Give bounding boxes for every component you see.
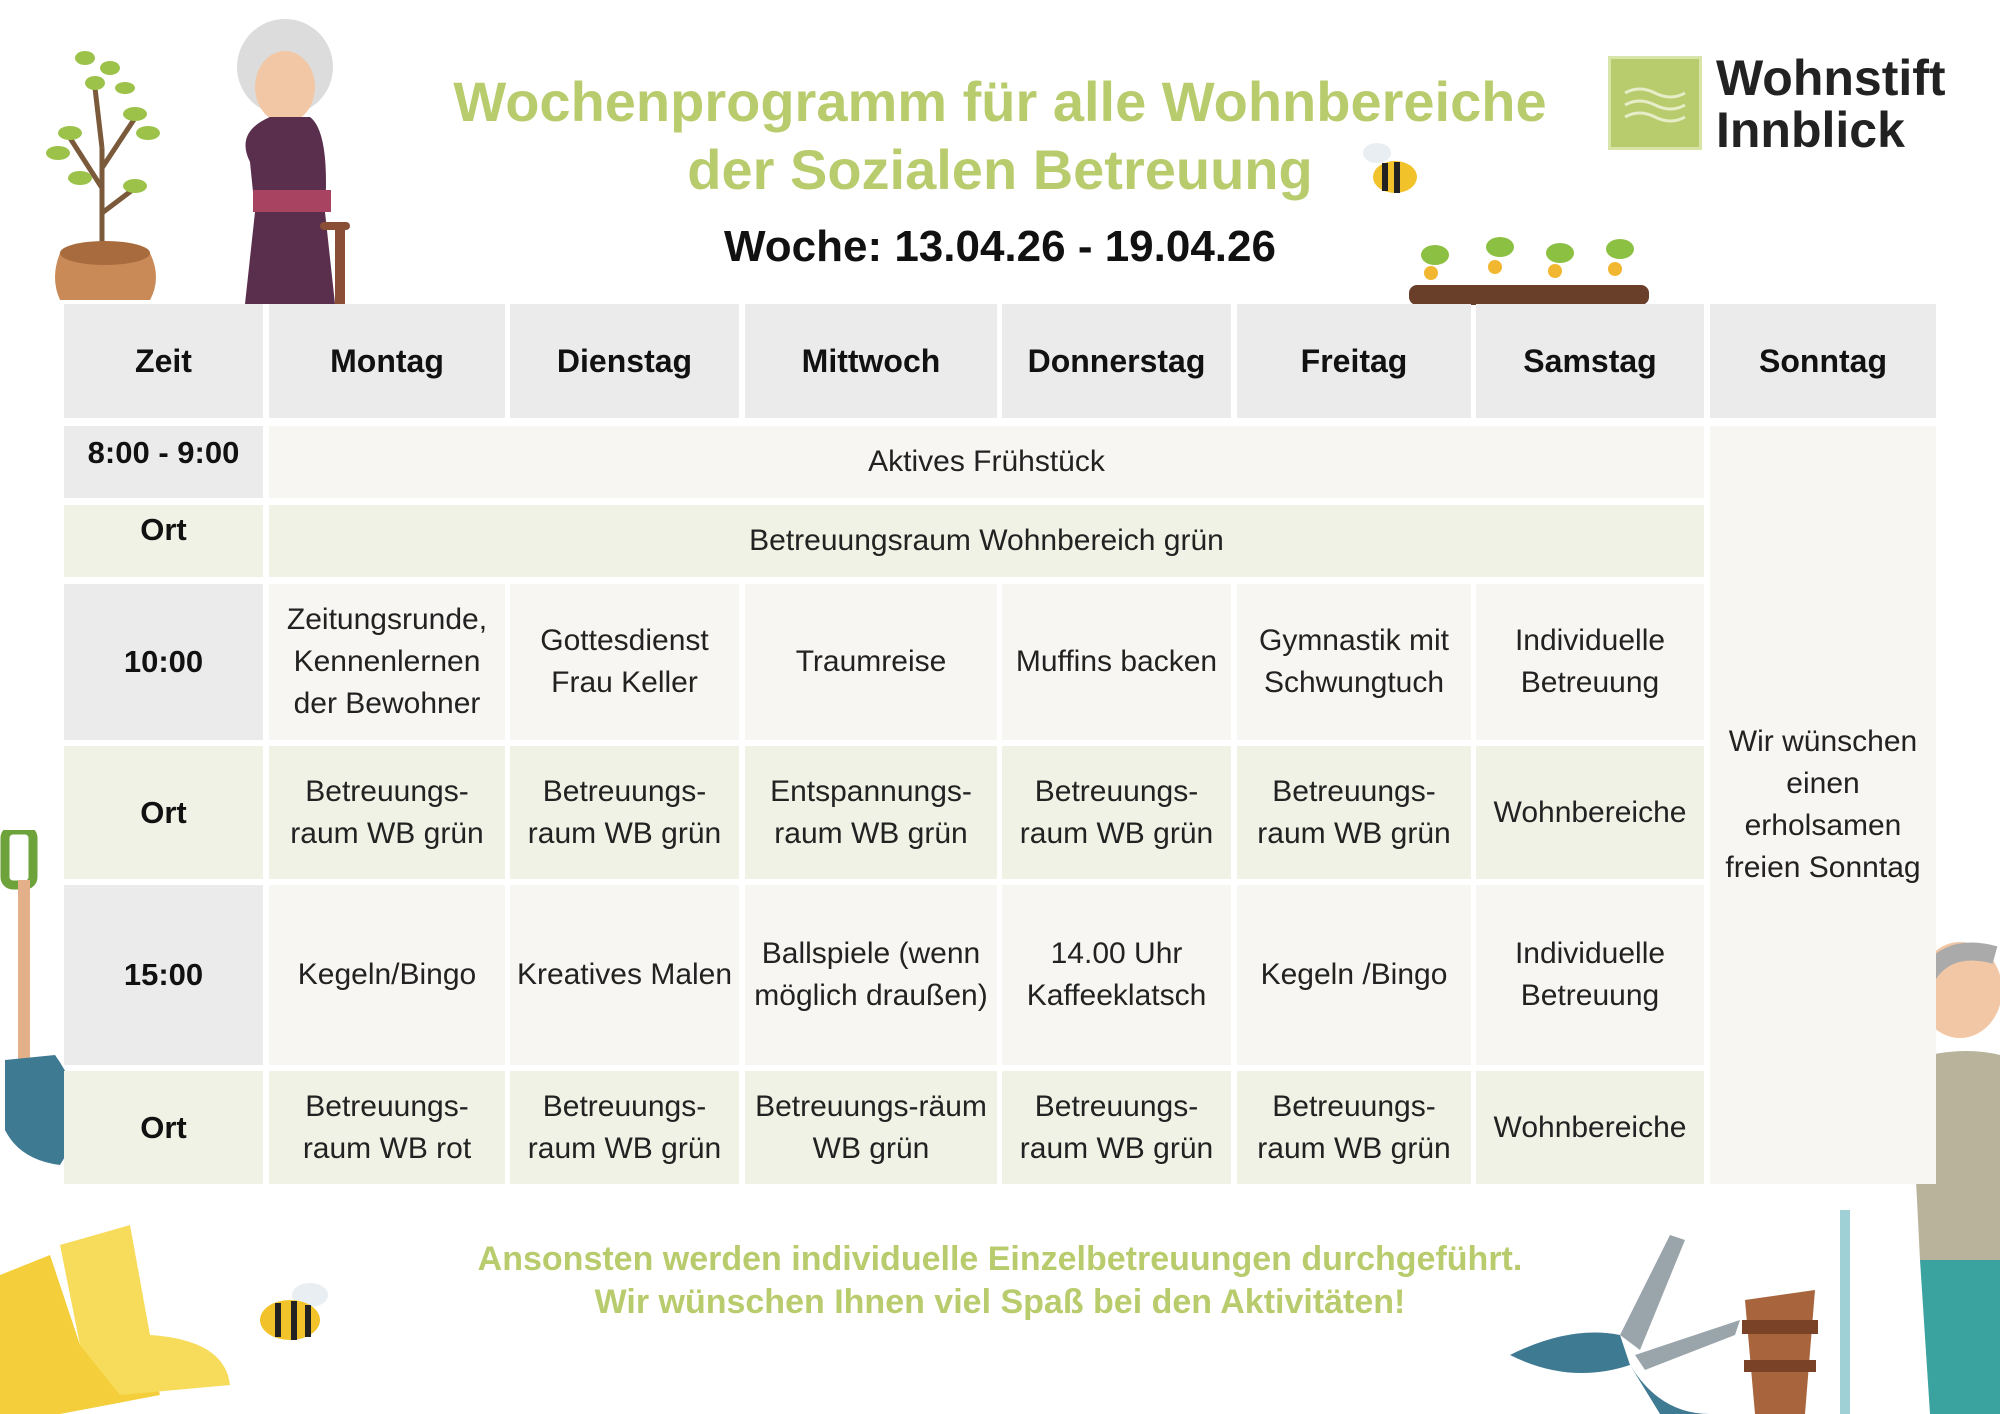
rubber-boots-illustration <box>0 1225 240 1414</box>
header-freitag: Freitag <box>1237 304 1471 418</box>
activity-15-donnerstag: 14.00 Uhr Kaffeeklatsch <box>1002 885 1231 1065</box>
breakfast-activity: Aktives Frühstück <box>269 426 1704 498</box>
header-montag: Montag <box>269 304 505 418</box>
schedule-table <box>64 304 1936 1184</box>
logo-line-1: Wohnstift <box>1716 50 1946 106</box>
logo-line-2: Innblick <box>1716 102 1905 158</box>
breakfast-place: Betreuungsraum Wohnbereich grün <box>269 505 1704 577</box>
potted-tree-illustration <box>40 28 170 304</box>
time-breakfast: 8:00 - 9:00 <box>64 426 263 498</box>
header-zeit: Zeit <box>64 304 263 418</box>
elderly-woman-illustration <box>175 12 375 304</box>
logo-icon <box>1608 56 1702 150</box>
footer-line-1: Ansonsten werden individuelle Einzelbetreuungen durchgeführt. <box>477 1240 1523 1278</box>
place-10-samstag: Wohnbereiche <box>1476 746 1704 879</box>
place-15-mittwoch: Betreuungs-räum WB grün <box>745 1071 997 1184</box>
logo-text <box>1716 52 1946 156</box>
place-10-donnerstag: Betreuungs-raum WB grün <box>1002 746 1231 879</box>
place-15-montag: Betreuungs-raum WB rot <box>269 1071 505 1184</box>
place-15-samstag: Wohnbereiche <box>1476 1071 1704 1184</box>
place-10-dienstag: Betreuungs-raum WB grün <box>510 746 739 879</box>
activity-15-dienstag: Kreatives Malen <box>510 885 739 1065</box>
page-title <box>420 68 1580 204</box>
activity-10-freitag: Gymnastik mit Schwungtuch <box>1237 584 1471 740</box>
header-mittwoch: Mittwoch <box>745 304 997 418</box>
place-10-montag: Betreuungs-raum WB grün <box>269 746 505 879</box>
place-15-donnerstag: Betreuungs-raum WB grün <box>1002 1071 1231 1184</box>
activity-15-mittwoch: Ballspiele (wenn möglich draußen) <box>745 885 997 1065</box>
footer-note <box>300 1238 1700 1324</box>
activity-15-freitag: Kegeln /Bingo <box>1237 885 1471 1065</box>
place-label-10: Ort <box>64 746 263 879</box>
week-range: Woche: 13.04.26 - 19.04.26 <box>724 222 1276 271</box>
activity-10-dienstag: Gottesdienst Frau Keller <box>510 584 739 740</box>
activity-10-montag: Zeitungsrunde, Kennenlernen der Bewohner <box>269 584 505 740</box>
header-sonntag: Sonntag <box>1710 304 1936 418</box>
activity-10-mittwoch: Traumreise <box>745 584 997 740</box>
time-15: 15:00 <box>64 885 263 1065</box>
flower-pots-illustration <box>1740 1280 1820 1414</box>
activity-15-montag: Kegeln/Bingo <box>269 885 505 1065</box>
place-label-breakfast: Ort <box>64 505 263 577</box>
header-samstag: Samstag <box>1476 304 1704 418</box>
vegetable-bed-illustration <box>1405 215 1655 305</box>
activity-10-samstag: Individuelle Betreuung <box>1476 584 1704 740</box>
place-15-dienstag: Betreuungs-raum WB grün <box>510 1071 739 1184</box>
time-10: 10:00 <box>64 584 263 740</box>
title-line-1: Wochenprogramm für alle Wohnbereiche <box>453 70 1547 133</box>
place-10-freitag: Betreuungs-raum WB grün <box>1237 746 1471 879</box>
place-label-15: Ort <box>64 1071 263 1184</box>
header-dienstag: Dienstag <box>510 304 739 418</box>
footer-line-2: Wir wünschen Ihnen viel Spaß bei den Aktivitäten! <box>594 1283 1406 1321</box>
activity-10-donnerstag: Muffins backen <box>1002 584 1231 740</box>
title-line-2: der Sozialen Betreuung <box>687 138 1313 201</box>
place-10-mittwoch: Entspannungs-raum WB grün <box>745 746 997 879</box>
sunday-message: Wir wünschen einen erholsamen freien Sonntag <box>1710 426 1936 1184</box>
header-donnerstag: Donnerstag <box>1002 304 1231 418</box>
logo <box>1608 52 1968 162</box>
place-15-freitag: Betreuungs-raum WB grün <box>1237 1071 1471 1184</box>
activity-15-samstag: Individuelle Betreuung <box>1476 885 1704 1065</box>
